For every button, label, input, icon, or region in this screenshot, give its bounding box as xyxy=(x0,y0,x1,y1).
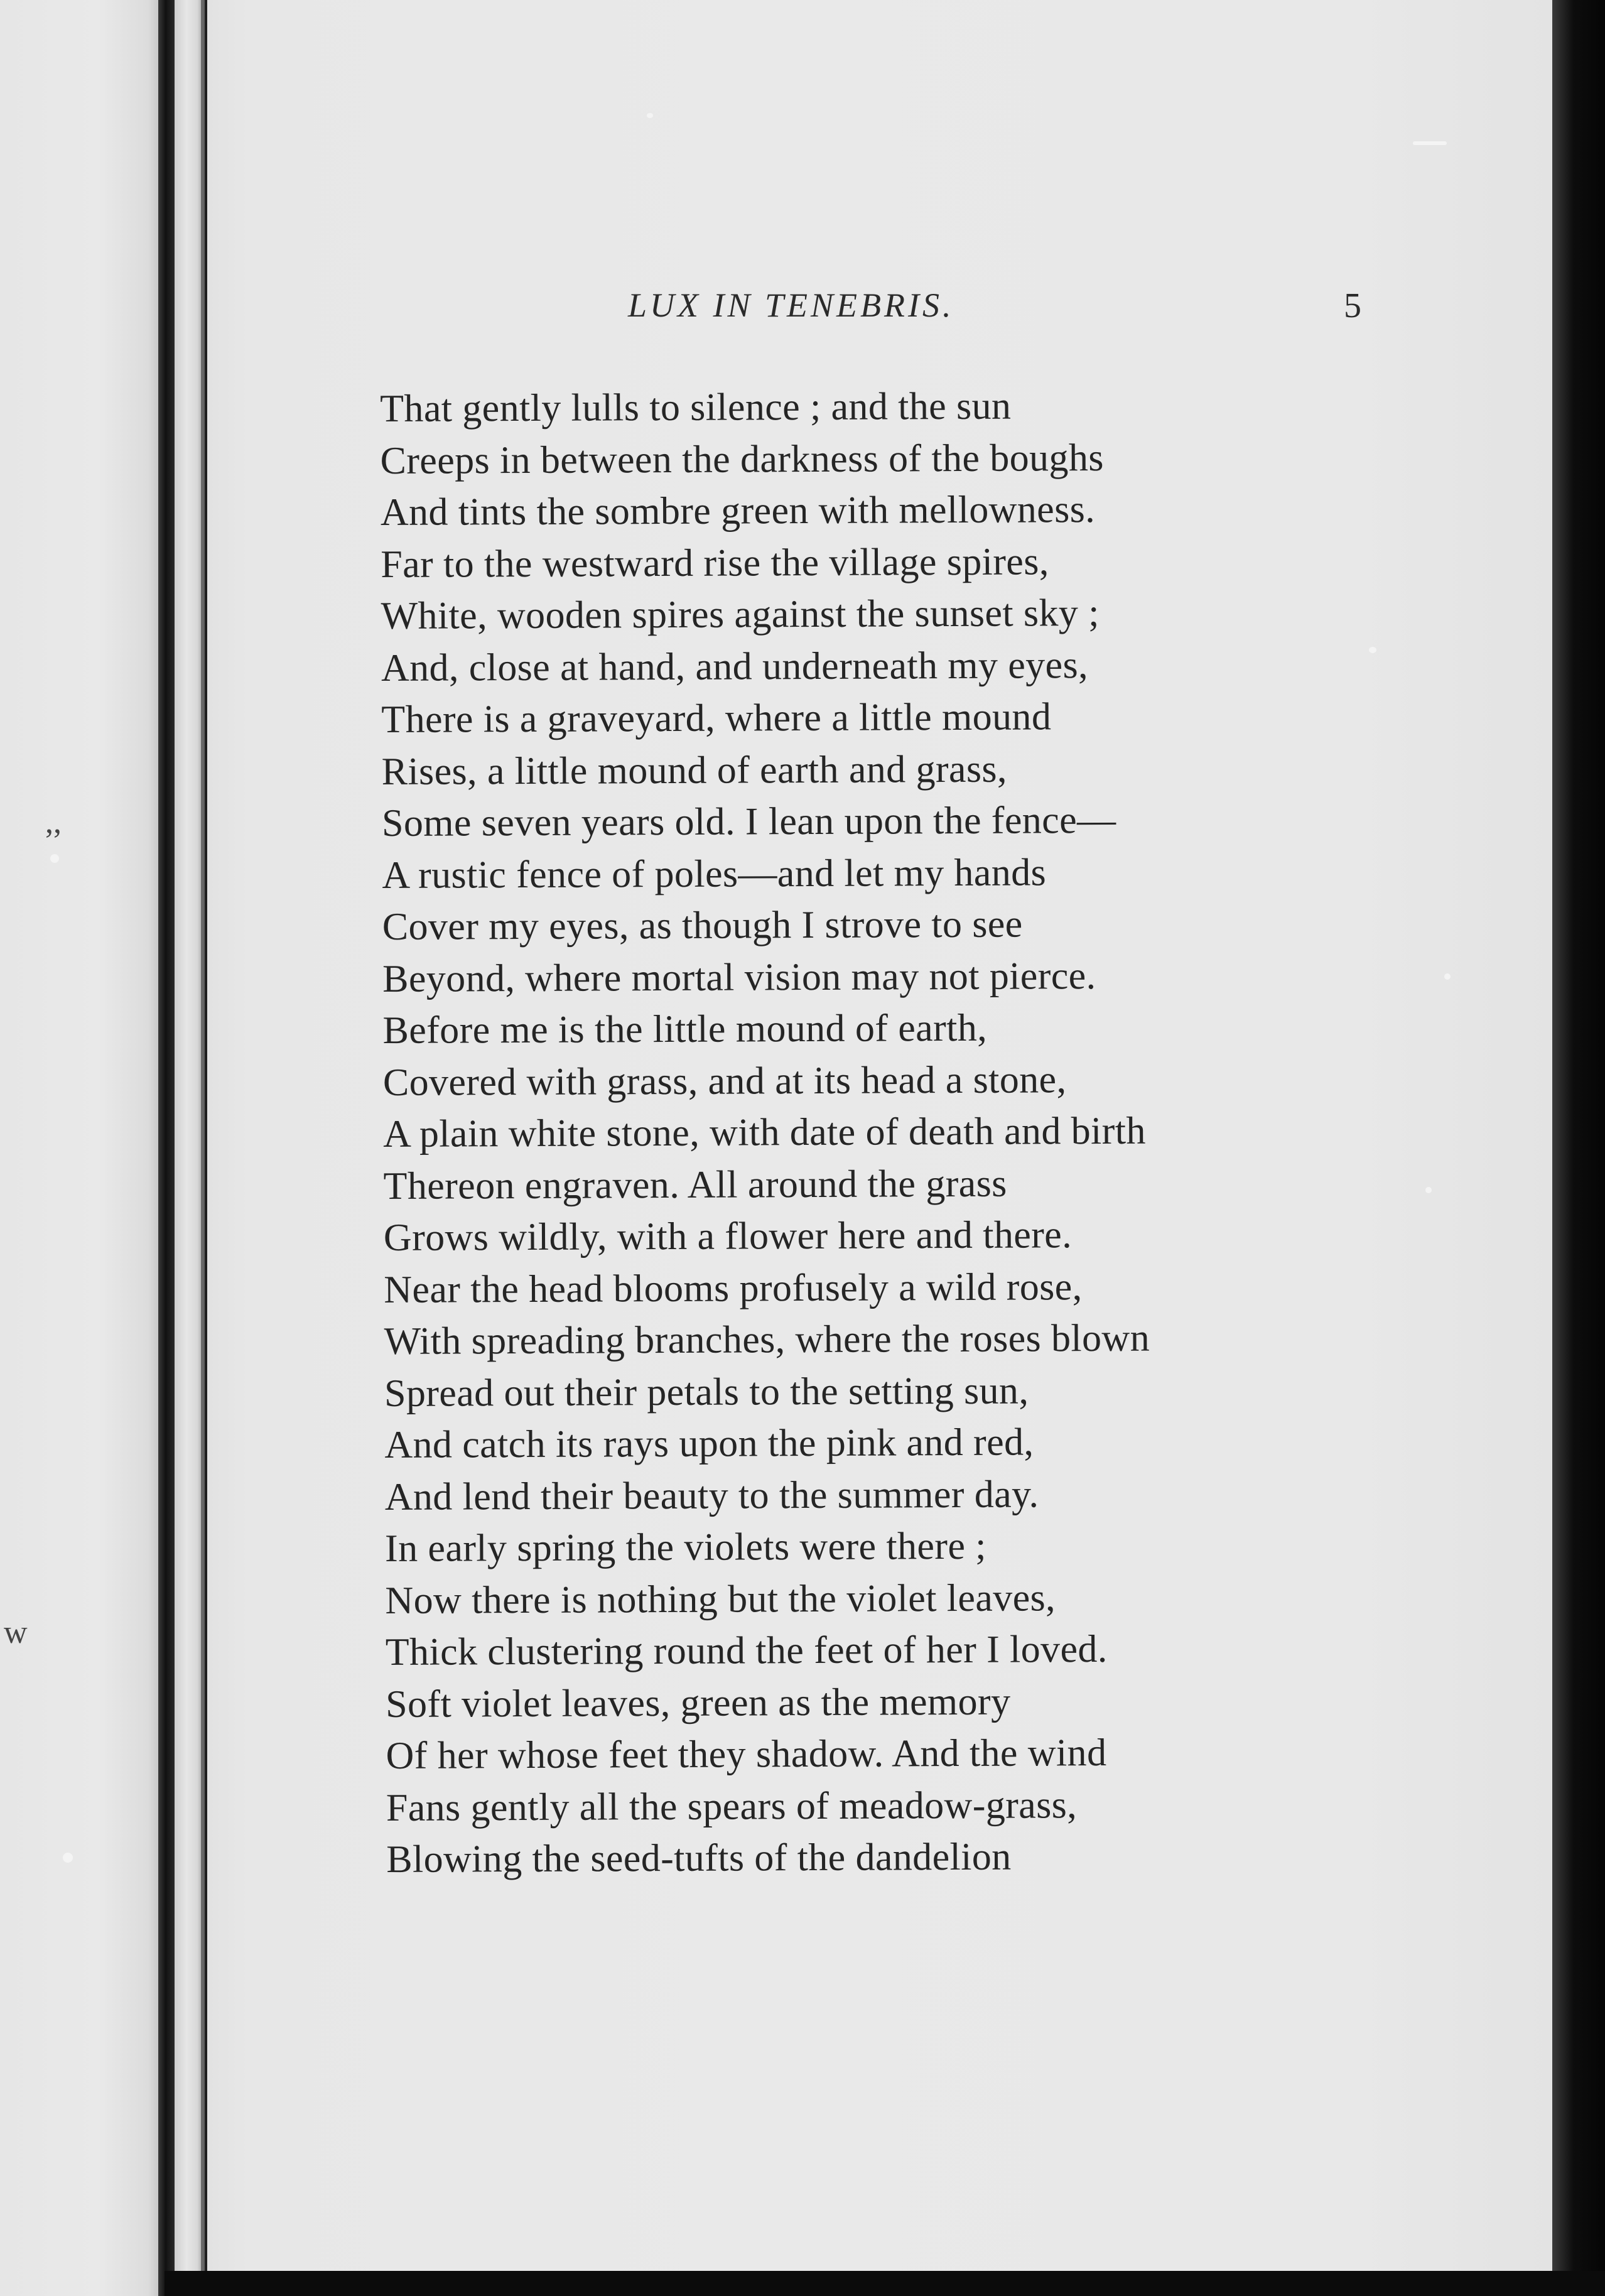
verse-line: A rustic fence of poles—and let my hands xyxy=(382,850,1047,897)
verse-line: In early spring the violets were there ; xyxy=(384,1524,986,1570)
verse-line: White, wooden spires against the sunset sky ; xyxy=(381,592,1100,637)
verse-line: Soft violet leaves, green as the memory xyxy=(386,1680,1011,1726)
book-gutter-edge xyxy=(201,0,207,2296)
verse-line: Near the head blooms profusely a wild rose, xyxy=(384,1265,1083,1311)
book-gutter-shadow xyxy=(158,0,175,2296)
verse-line: Beyond, where mortal vision may not pierce. xyxy=(382,954,1096,1000)
paper-speck xyxy=(1413,141,1447,145)
paper-speck xyxy=(1425,1187,1432,1193)
verse-line: Fans gently all the spears of meadow-grass, xyxy=(386,1783,1078,1829)
bottom-edge-shadow xyxy=(165,2271,1605,2296)
left-page-fragment-2: w xyxy=(4,1615,28,1650)
verse-line: Far to the westward rise the village spires, xyxy=(381,539,1049,586)
verse-line: Covered with grass, and at its head a stone, xyxy=(382,1058,1067,1104)
verse-line: There is a graveyard, where a little mound xyxy=(381,695,1052,741)
verse-line: Now there is nothing but the violet leaves, xyxy=(385,1576,1056,1622)
verse-line: Thick clustering round the feet of her I loved. xyxy=(385,1627,1108,1674)
verse-line: And catch its rays upon the pink and red, xyxy=(384,1421,1034,1466)
verse-line: And, close at hand, and underneath my eyes, xyxy=(381,643,1089,690)
verse-line: That gently lulls to silence ; and the sun xyxy=(380,384,1012,430)
paper-speck xyxy=(1444,973,1451,980)
verse-line: Rises, a little mound of earth and grass, xyxy=(381,747,1007,793)
book-gutter-fold xyxy=(175,0,205,2296)
paper-speck xyxy=(1369,647,1376,653)
page-number: 5 xyxy=(1344,286,1361,325)
verse-line: Blowing the seed-tufts of the dandelion xyxy=(386,1835,1012,1881)
verse-line: With spreading branches, where the roses blown xyxy=(384,1316,1150,1363)
verse-line: Creeps in between the darkness of the boughs xyxy=(380,436,1104,482)
left-page-fragment-1: ,, xyxy=(45,804,62,840)
verse-line: And lend their beauty to the summer day. xyxy=(384,1472,1039,1519)
verse-line: Before me is the little mound of earth, xyxy=(382,1006,988,1052)
poem-text xyxy=(380,379,1366,1885)
verse-line: Cover my eyes, as though I strove to see xyxy=(382,902,1023,948)
verse-line: Of her whose feet they shadow. And the wind xyxy=(386,1731,1107,1777)
paper-speck xyxy=(50,854,59,863)
verse-line: Thereon engraven. All around the grass xyxy=(383,1162,1007,1208)
right-page-edge-shadow xyxy=(1552,0,1605,2296)
verse-line: Spread out their petals to the setting sun, xyxy=(384,1369,1029,1415)
verse-line: A plain white stone, with date of death and birth xyxy=(383,1109,1146,1156)
verse-line: Some seven years old. I lean upon the fence— xyxy=(381,798,1116,845)
paper-speck xyxy=(63,1853,73,1863)
paper-speck xyxy=(647,113,653,118)
verse-line: Grows wildly, with a flower here and there. xyxy=(383,1213,1073,1259)
running-head: LUX IN TENEBRIS. xyxy=(628,286,954,324)
verse-line: And tints the sombre green with mellowness. xyxy=(380,488,1096,534)
left-page-edge xyxy=(0,0,165,2296)
